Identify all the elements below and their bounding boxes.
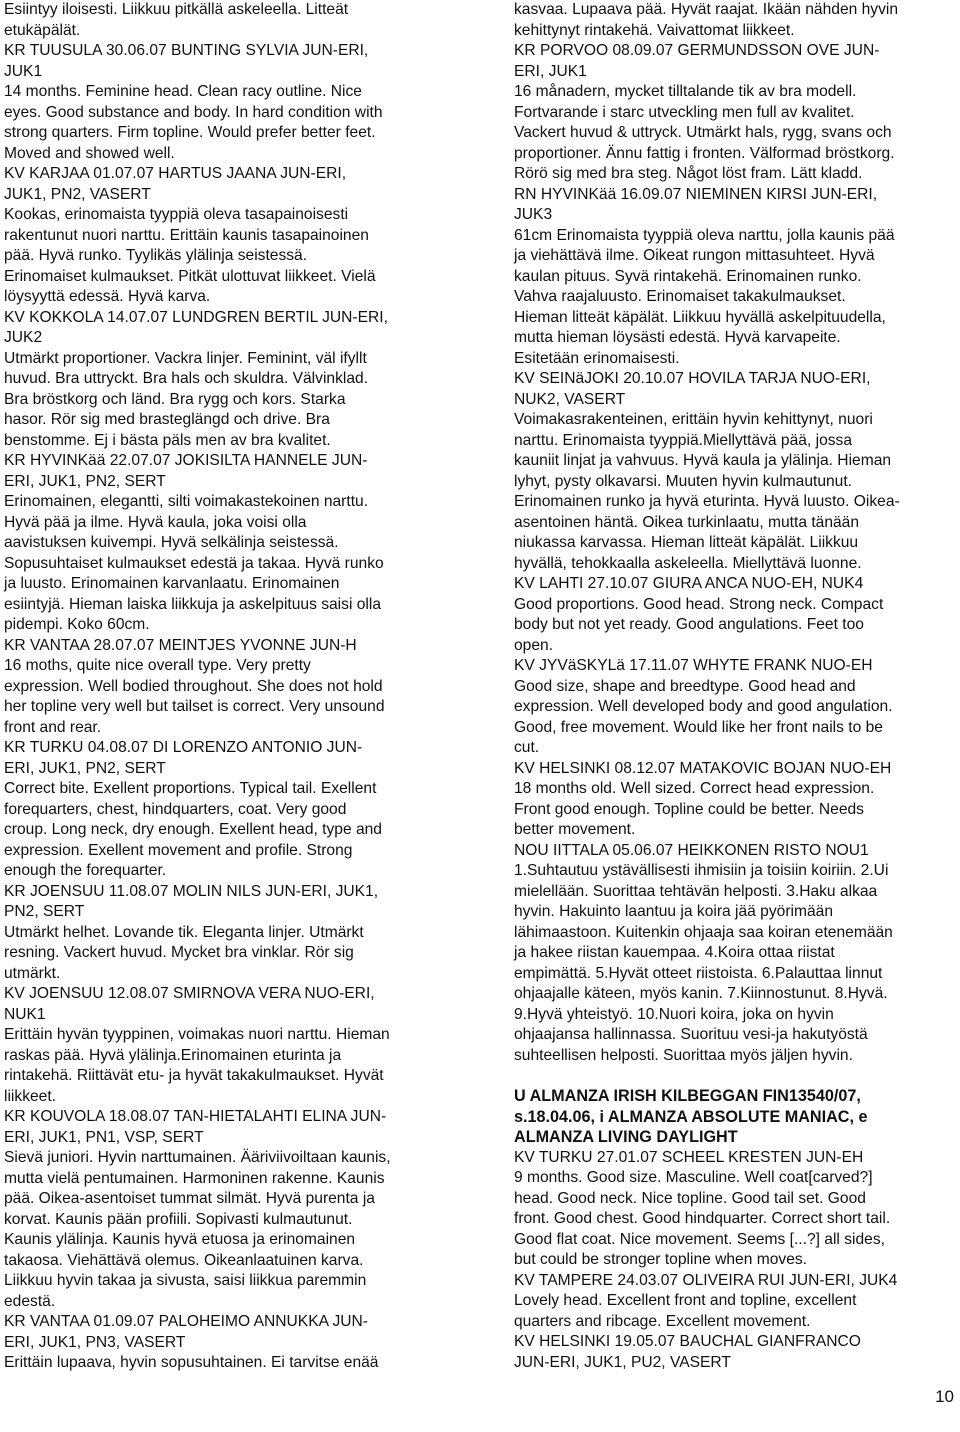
critique-text: Erinomainen, elegantti, silti voimakastekoinen narttu. Hyvä pää ja ilme. Hyvä kaula, joka voisi olla aavistuksen kuivempi. Hyvä selkälinja seistessä. Sopusuhtaiset kulmaukset edestä ja takaa. Hyvä runko ja luusto. Erinomainen karvanlaatu. Erinomainen esiintyjä. Hieman laiska liikkuja ja askelpituus saisi olla pidempi. Koko 60cm.: [4, 493, 384, 633]
show-entry-header: KR TUUSULA 30.06.07 BUNTING SYLVIA JUN-ERI, JUK1: [4, 42, 369, 80]
critique-text: 14 months. Feminine head. Clean racy outline. Nice eyes. Good substance and body. In hard condition with strong quarters. Firm topline. Would prefer better feet. Moved and showed well.: [4, 83, 383, 162]
critique-text: Kookas, erinomaista tyyppiä oleva tasapainoisesti rakentunut nuori narttu. Erittäin kaunis tasapainoinen pää. Hyvä runko. Tyylikäs ylälinja seistessä. Erinomaiset kulmaukset. Pitkät ulottuvat liikkeet. Vielä löysyyttä edessä. Hyvä karva.: [4, 206, 376, 305]
left-column: [4, 0, 474, 1374]
critique-text: Utmärkt helhet. Lovande tik. Eleganta linjer. Utmärkt resning. Vackert huvud. Mycket bra vinklar. Rör sig utmärkt.: [4, 923, 364, 982]
show-entry-header: KR JOENSUU 11.08.07 MOLIN NILS JUN-ERI, JUK1, PN2, SERT: [4, 882, 379, 920]
critique-text: 16 moths, quite nice overall type. Very pretty expression. Well bodied throughout. She does not hold her topline very well but tailset is correct. Very unsound front and rear.: [4, 657, 385, 736]
critique-text: Voimakasrakenteinen, erittäin hyvin kehittynyt, nuori narttu. Erinomaista tyyppiä.Miellyttävä pää, jossa kauniit linjat ja vahvuus. Hyvä kaula ja ylälinja. Hieman lyhyt, pysty olkavarsi. Muuten hyvin kulmautunut. Erinomainen runko ja hyvä eturinta. Hyvä luusto. Oikea- asentoinen häntä. Oikea turkinlaatu, mutta tänään niukassa karvassa. Hieman litteät käpälät. Liikkuu hyvällä, tehokkaalla askeleella. Miellyttävä luonne.: [514, 411, 900, 572]
show-entry-header: KV SEINäJOKI 20.10.07 HOVILA TARJA NUO-ERI, NUK2, VASERT: [514, 370, 871, 408]
critique-text: Sievä juniori. Hyvin narttumainen. Ääriviivoiltaan kaunis, mutta vielä pentumainen. Harmoninen rakenne. Kaunis pää. Oikea-asentoiset tummat silmät. Hyvä purenta ja korvat. Kaunis pään profiili. Sopivasti kulmautunut. Kaunis ylälinja. Kaunis hyvä etuosa ja erinomainen takaosa. Viehättävä olemus. Oikeanlaatuinen karva. Liikkuu hyvin takaa ja sivusta, saisi liikkua paremmin edestä.: [4, 1149, 391, 1310]
paragraph: Esiintyy iloisesti. Liikkuu pitkällä askeleella. Litteät etukäpälät.: [4, 1, 349, 39]
show-entry-header: KV TAMPERE 24.03.07 OLIVEIRA RUI JUN-ERI, JUK4: [514, 1271, 898, 1289]
critique-text: Erittäin hyvän tyyppinen, voimakas nuori narttu. Hieman raskas pää. Hyvä ylälinja.Erinomainen eturinta ja rintakehä. Riittävät etu- ja hyvät takakulmaukset. Hyvät liikkeet.: [4, 1026, 390, 1105]
show-entry-header: KV JYVäSKYLä 17.11.07 WHYTE FRANK NUO-EH: [514, 657, 873, 674]
show-entry-header: KV LAHTI 27.10.07 GIURA ANCA NUO-EH, NUK4: [514, 575, 864, 592]
show-entry-header: KV HELSINKI 08.12.07 MATAKOVIC BOJAN NUO-EH: [514, 759, 892, 777]
show-entry-header: KR TURKU 04.08.07 DI LORENZO ANTONIO JUN- ERI, JUK1, PN2, SERT: [4, 739, 363, 777]
right-column: [514, 0, 954, 1373]
critique-text: kasvaa. Lupaava pää. Hyvät raajat. Ikään nähden hyvin kehittynyt rintakehä. Vaivattomat liikkeet.: [514, 1, 899, 39]
critique-text: 1.Suhtautuu ystävällisesti ihmisiin ja toisiin koiriin. 2.Ui mielellään. Suorittaa tehtävän helposti. 3.Haku alkaa hyvin. Hakuinto laantuu ja koira jää pyörimään lähimaastoon. Kuitenkin ohjaaja saa koiran etenemään ja hakee riistan kauempaa. 4.Koira ottaa riistat empimättä. 5.Hyvät otteet riistoista. 6.Palauttaa linnut ohjaajalle käteen, myös kanin. 7.Kiinnostunut. 8.Hyvä. 9.Hyvä yhteistyö. 10.Nuori koira, joka on hyvin ohjaajansa hallinnassa. Suorituu vesi-ja hakutyöstä suhteellisen helposti. Suorittaa myös jäljen hyvin.: [514, 862, 893, 1064]
critique-text: Lovely head. Excellent front and topline, excellent quarters and ribcage. Excellent movement.: [514, 1292, 857, 1330]
page-number: 10: [935, 1387, 954, 1406]
show-entry-header: KV JOENSUU 12.08.07 SMIRNOVA VERA NUO-ERI, NUK1: [4, 985, 375, 1023]
critique-text: Good proportions. Good head. Strong neck. Compact body but not yet ready. Good angulations. Feet too open.: [514, 595, 884, 654]
critique-text: 16 månadern, mycket tilltalande tik av bra modell. Fortvarande i starc utveckling men full av kvalitet. Vackert huvud & uttryck. Utmärkt hals, rygg, svans och proportioner. Ännu fattig i fronten. Välformad bröstkorg. Rörö sig med bra steg. Något löst fram. Lätt kladd.: [514, 83, 895, 182]
show-entry-header: KV KOKKOLA 14.07.07 LUNDGREN BERTIL JUN-ERI, JUK2: [4, 308, 388, 346]
show-entry-header: KR VANTAA 28.07.07 MEINTJES YVONNE JUN-H: [4, 636, 357, 654]
critique-text: Correct bite. Exellent proportions. Typical tail. Exellent forequarters, chest, hindquarters, coat. Very good croup. Long neck, dry enough. Exellent head, type and expression. Exellent movement and profile. Strong enough the forequarter.: [4, 780, 382, 879]
critique-text: 61cm Erinomaista tyyppiä oleva narttu, jolla kaunis pää ja viehättävä ilme. Oikeat rungon mittasuhteet. Hyvä kaulan pituus. Syvä rintakehä. Erinomainen runko. Vahva raajaluusto. Erinomaiset takakulmaukset. Hieman litteät käpälät. Liikkuu hyvällä askelpituudella, mutta hieman löysästi edestä. Hyvä karvapeite. Esitetään erinomaisesti.: [514, 226, 895, 367]
critique-text: 18 months old. Well sized. Correct head expression. Front good enough. Topline could be better. Needs better movement.: [514, 780, 875, 838]
show-entry-header: KR HYVINKää 22.07.07 JOKISILTA HANNELE JUN- ERI, JUK1, PN2, SERT: [4, 452, 368, 490]
section-gap: [514, 1066, 954, 1086]
critique-text: Erittäin lupaava, hyvin sopusuhtainen. Ei tarvitse enää: [4, 1354, 379, 1371]
show-entry-header: KV TURKU 27.01.07 SCHEEL KRESTEN JUN-EH: [514, 1148, 864, 1166]
show-entry-header: KV KARJAA 01.07.07 HARTUS JAANA JUN-ERI, JUK1, PN2, VASERT: [4, 165, 347, 203]
show-entry-header: KV HELSINKI 19.05.07 BAUCHAL GIANFRANCO JUN-ERI, JUK1, PU2, VASERT: [514, 1333, 861, 1371]
show-entry-header: RN HYVINKää 16.09.07 NIEMINEN KIRSI JUN-ERI, JUK3: [514, 185, 878, 223]
show-entry-header: KR PORVOO 08.09.07 GERMUNDSSON OVE JUN- ERI, JUK1: [514, 42, 880, 80]
critique-text: 9 months. Good size. Masculine. Well coat[carved?] head. Good neck. Nice topline. Good tail set. Good front. Good chest. Good hindquarter. Correct short tail. Good flat coat. Nice movement. Seems [...?] all sides, but could be stronger topline when moves.: [514, 1169, 891, 1268]
show-entry-header: NOU IITTALA 05.06.07 HEIKKONEN RISTO NOU1: [514, 841, 869, 859]
show-entry-header: KR VANTAA 01.09.07 PALOHEIMO ANNUKKA JUN- ERI, JUK1, PN3, VASERT: [4, 1313, 368, 1351]
dog-heading: U ALMANZA IRISH KILBEGGAN FIN13540/07, s.18.04.06, i ALMANZA ABSOLUTE MANIAC, e ALMANZA LIVING DAYLIGHT: [514, 1087, 868, 1146]
show-entry-header: KR KOUVOLA 18.08.07 TAN-HIETALAHTI ELINA JUN- ERI, JUK1, PN1, VSP, SERT: [4, 1108, 387, 1146]
critique-text: Utmärkt proportioner. Vackra linjer. Feminint, väl ifyllt huvud. Bra uttryckt. Bra hals och skuldra. Välvinklad. Bra bröstkorg och länd. Bra rygg och kors. Starka hasor. Rör sig med brasteglängd och drive. Bra benstomme. Ej i bästa päls men av bra kvalitet.: [4, 349, 369, 449]
critique-text: Good size, shape and breedtype. Good head and expression. Well developed body and good angulation. Good, free movement. Would like her front nails to be cut.: [514, 677, 893, 756]
